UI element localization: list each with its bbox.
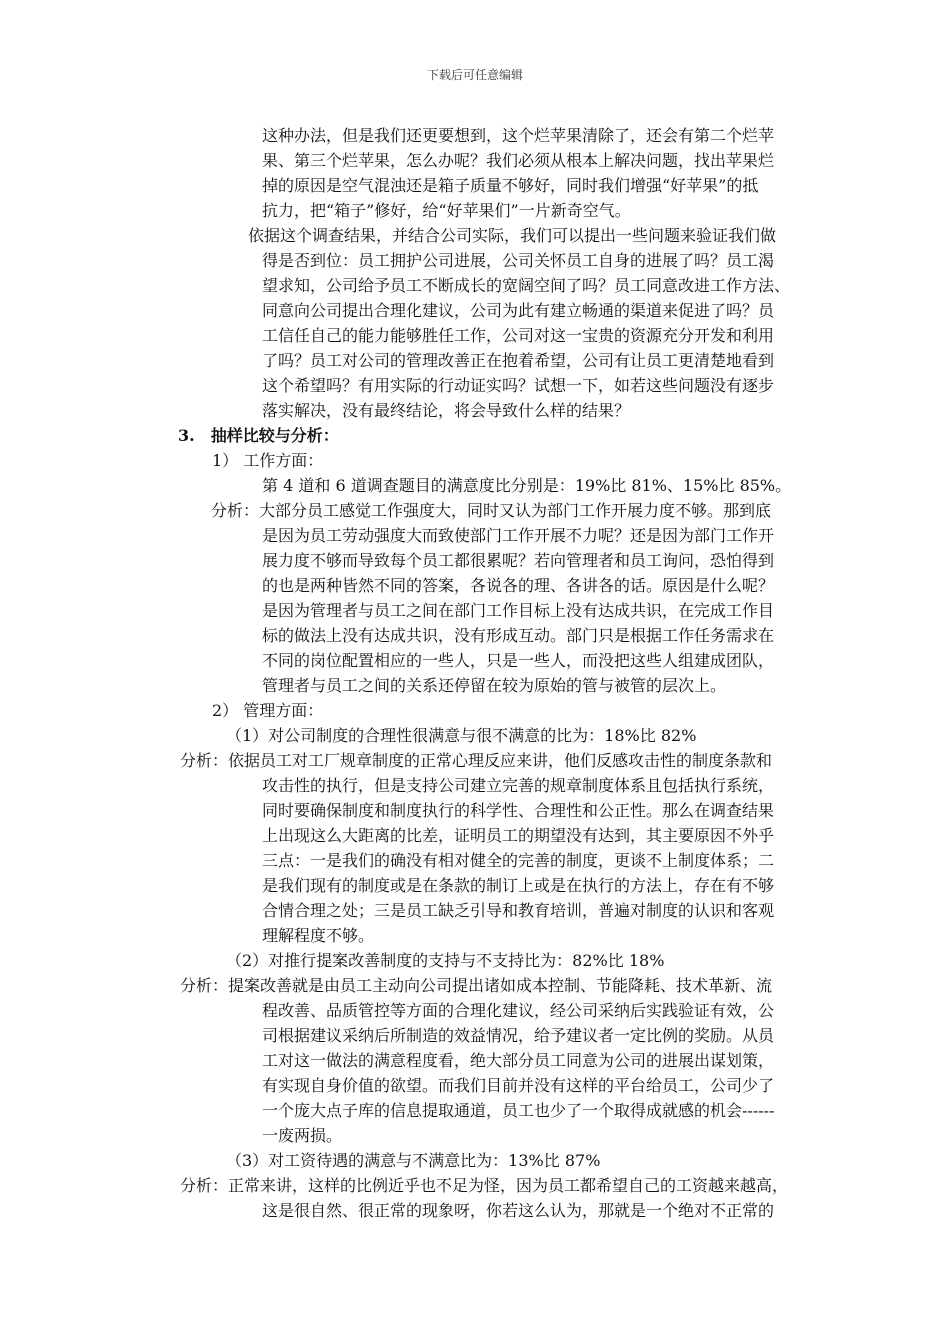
analysis-line: 分析：大部分员工感觉工作强度大，同时又认为部门工作开展力度不够。那到底 bbox=[211, 501, 772, 520]
text-line: 一废两损。 bbox=[262, 1126, 343, 1145]
text-line: 同时要确保制度和制度执行的科学性、合理性和公正性。那么在调查结果 bbox=[262, 801, 775, 820]
text-line: 合情合理之处；三是员工缺乏引导和教育培训，普遍对制度的认识和客观 bbox=[262, 901, 775, 920]
text-line: 理解程度不够。 bbox=[262, 926, 375, 945]
text-line: 不同的岗位配置相应的一些人，只是一些人，而没把这些人组建成团队， bbox=[262, 651, 775, 670]
text-line: 有实现自身价值的欲望。而我们目前并没有这样的平台给员工，公司少了 bbox=[262, 1076, 775, 1095]
text-line: 落实解决，没有最终结论，将会导致什么样的结果？ bbox=[262, 401, 631, 420]
analysis-line: 分析：正常来讲，这样的比例近乎也不足为怪，因为员工都希望自己的工资越来越高， bbox=[180, 1176, 789, 1195]
text-line: 这种办法，但是我们还更要想到，这个烂苹果清除了，还会有第二个烂苹 bbox=[262, 126, 775, 145]
text-line: 同意向公司提出合理化建议，公司为此有建立畅通的渠道来促进了吗？员 bbox=[262, 301, 775, 320]
text-line: 望求知，公司给予员工不断成长的宽阔空间了吗？员工同意改进工作方法、 bbox=[262, 276, 791, 295]
text-line: 上出现这么大距离的比差，证明员工的期望没有达到，其主要原因不外乎 bbox=[262, 826, 775, 845]
analysis-line: 分析：提案改善就是由员工主动向公司提出诸如成本控制、节能降耗、技术革新、流 bbox=[180, 976, 773, 995]
text-line: 攻击性的执行，但是支持公司建立完善的规章制度体系且包括执行系统， bbox=[262, 776, 775, 795]
section-heading: 3. 抽样比较与分析： bbox=[178, 426, 339, 445]
text-line: 第 4 道和 6 道调查题目的满意度比分别是：19%比 81%、15%比 85%。 bbox=[262, 476, 792, 495]
text-line: 是因为员工劳动强度大而致使部门工作开展不力呢？还是因为部门工作开 bbox=[262, 526, 775, 545]
item-line: （3）对工资待遇的满意与不满意比为：13%比 87% bbox=[226, 1151, 601, 1170]
text-line: 工对这一做法的满意程度看，绝大部分员工同意为公司的进展出谋划策， bbox=[262, 1051, 775, 1070]
item-line: （1）对公司制度的合理性很满意与很不满意的比为：18%比 82% bbox=[226, 726, 697, 745]
text-line: 一个庞大点子库的信息提取通道，员工也少了一个取得成就感的机会------ bbox=[262, 1101, 775, 1120]
text-line: 这是很自然、很正常的现象呀，你若这么认为，那就是一个绝对不正常的 bbox=[262, 1201, 775, 1220]
text-line: 管理者与员工之间的关系还停留在较为原始的管与被管的层次上。 bbox=[262, 676, 727, 695]
text-line: 得是否到位：员工拥护公司进展，公司关怀员工自身的进展了吗？员工渴 bbox=[262, 251, 775, 270]
text-line: 程改善、品质管控等方面的合理化建议，经公司采纳后实践验证有效，公 bbox=[262, 1001, 775, 1020]
text-line: 掉的原因是空气混浊还是箱子质量不够好，同时我们增强“好苹果”的抵 bbox=[262, 176, 759, 195]
text-line: 依据这个调查结果，并结合公司实际，我们可以提出一些问题来验证我们做 bbox=[248, 226, 777, 245]
text-line: 抗力，把“箱子”修好，给“好苹果们”一片新奇空气。 bbox=[262, 201, 631, 220]
page-header: 下载后可任意编辑 bbox=[426, 68, 523, 82]
text-line: 是我们现有的制度或是在条款的制订上或是在执行的方法上，存在有不够 bbox=[262, 876, 775, 895]
text-line: 司根据建议采纳后所制造的效益情况，给予建议者一定比例的奖励。从员 bbox=[262, 1026, 775, 1045]
text-line: 是因为管理者与员工之间在部门工作目标上没有达成共识，在完成工作目 bbox=[262, 601, 775, 620]
text-line: 标的做法上没有达成共识，没有形成互动。部门只是根据工作任务需求在 bbox=[262, 626, 775, 645]
text-line: 工信任自己的能力能够胜任工作，公司对这一宝贵的资源充分开发和利用 bbox=[262, 326, 775, 345]
subsection-heading: 2） 管理方面： bbox=[212, 701, 324, 720]
item-line: （2）对推行提案改善制度的支持与不支持比为：82%比 18% bbox=[226, 951, 665, 970]
text-line: 展力度不够而导致每个员工都很累呢？若向管理者和员工询问，恐怕得到 bbox=[262, 551, 775, 570]
text-line: 这个希望吗？有用实际的行动证实吗？试想一下，如若这些问题没有逐步 bbox=[262, 376, 775, 395]
text-line: 三点：一是我们的确没有相对健全的完善的制度，更谈不上制度体系；二 bbox=[262, 851, 775, 870]
text-line: 的也是两种皆然不同的答案，各说各的理、各讲各的话。原因是什么呢？ bbox=[262, 576, 775, 595]
analysis-line: 分析：依据员工对工厂规章制度的正常心理反应来讲，他们反感攻击性的制度条款和 bbox=[180, 751, 773, 770]
text-line: 果、第三个烂苹果，怎么办呢？我们必须从根本上解决问题，找出苹果烂 bbox=[262, 151, 775, 170]
text-line: 了吗？员工对公司的管理改善正在抱着希望，公司有让员工更清楚地看到 bbox=[262, 351, 775, 370]
subsection-heading: 1） 工作方面： bbox=[212, 451, 324, 470]
